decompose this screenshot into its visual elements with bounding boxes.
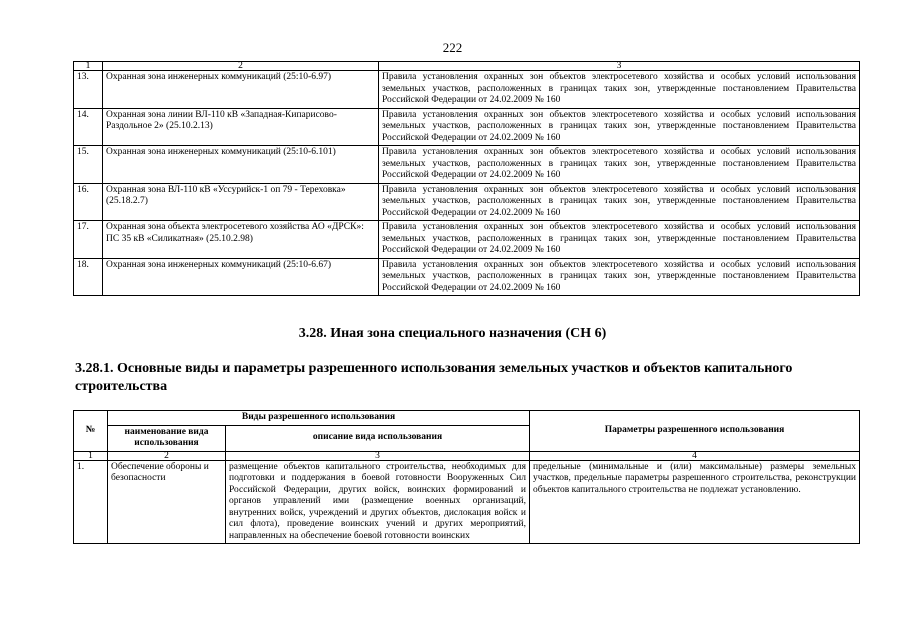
table-row [74,258,860,296]
table-row [74,108,860,146]
row-number: 18. [74,258,103,296]
section-heading: 3.28. Иная зона специального назначения (СН 6) [298,326,607,341]
header-parameters: Параметры разрешенного использования [530,411,860,452]
use-parameters: предельные (минимальные и (или) максимальные) размеры земельных участков, предельные параметры разрешенного строительства, реконструкции объектов капитального строительства не подлежат установлению. [530,460,860,544]
header-use-name: наименование вида использования [108,425,226,451]
legal-basis: Правила установления охранных зон объектов электросетевого хозяйства и особых условий использования земельных участков, расположенных в границах таких зон, утвержденные постановлением Правительства Российской Федерации от 24.02.2009 № 160 [379,183,860,221]
table-row [74,146,860,184]
column-number: 2 [103,62,379,71]
zone-name: Охранная зона ВЛ-110 кВ «Уссурийск-1 оп 79 - Тереховка» (25.18.2.7) [103,183,379,221]
table-row [74,183,860,221]
zone-name: Охранная зона инженерных коммуникаций (25:10-6.101) [103,146,379,184]
zone-name: Охранная зона объекта электросетевого хозяйства АО «ДРСК»: ПС 35 кВ «Силикатная» (25.10.2.98) [103,221,379,259]
table-row [74,221,860,259]
legal-basis: Правила установления охранных зон объектов электросетевого хозяйства и особых условий использования земельных участков, расположенных в границах таких зон, утвержденные постановлением Правительства Российской Федерации от 24.02.2009 № 160 [379,108,860,146]
column-number: 3 [226,451,530,460]
column-number: 2 [108,451,226,460]
land-use-table [73,410,860,544]
column-number-row [74,62,860,71]
header-number: № [74,411,108,452]
page-number: 222 [442,40,463,55]
row-number: 17. [74,221,103,259]
header-use-description: описание вида использования [226,425,530,451]
row-number: 1. [74,460,108,544]
table-row [74,71,860,109]
protection-zones-table [73,61,860,296]
table-row [74,460,860,544]
column-number: 1 [74,62,103,71]
subsection-heading: 3.28.1. Основные виды и параметры разрешенного использования земельных участков и объектов капитального строительства [75,361,793,394]
zone-name: Охранная зона инженерных коммуникаций (25:10-6.97) [103,71,379,109]
row-number: 14. [74,108,103,146]
column-number-row [74,451,860,460]
use-name: Обеспечение обороны и безопасности [108,460,226,544]
row-number: 15. [74,146,103,184]
header-use-types: Виды разрешенного использования [108,411,530,426]
legal-basis: Правила установления охранных зон объектов электросетевого хозяйства и особых условий использования земельных участков, расположенных в границах таких зон, утвержденные постановлением Правительства Российской Федерации от 24.02.2009 № 160 [379,71,860,109]
header-row [74,411,860,426]
zone-name: Охранная зона инженерных коммуникаций (25:10-6.67) [103,258,379,296]
column-number: 3 [379,62,860,71]
zone-name: Охранная зона линии ВЛ-110 кВ «Западная-Кипарисово-Раздольное 2» (25.10.2.13) [103,108,379,146]
use-description: размещение объектов капитального строительства, необходимых для подготовки и поддержания в боевой готовности Вооруженных Сил Российской Федерации, других войск, воинских формирований и органов управлений ими (размещение военных организаций, внутренних войск, учреждений и других объектов, дислокация войск и сил флота), проведение воинских учений и других мероприятий, направленных на обеспечение боевой готовности воинских [226,460,530,544]
column-number: 4 [530,451,860,460]
column-number: 1 [74,451,108,460]
legal-basis: Правила установления охранных зон объектов электросетевого хозяйства и особых условий использования земельных участков, расположенных в границах таких зон, утвержденные постановлением Правительства Российской Федерации от 24.02.2009 № 160 [379,258,860,296]
legal-basis: Правила установления охранных зон объектов электросетевого хозяйства и особых условий использования земельных участков, расположенных в границах таких зон, утвержденные постановлением Правительства Российской Федерации от 24.02.2009 № 160 [379,221,860,259]
row-number: 16. [74,183,103,221]
legal-basis: Правила установления охранных зон объектов электросетевого хозяйства и особых условий использования земельных участков, расположенных в границах таких зон, утвержденные постановлением Правительства Российской Федерации от 24.02.2009 № 160 [379,146,860,184]
row-number: 13. [74,71,103,109]
